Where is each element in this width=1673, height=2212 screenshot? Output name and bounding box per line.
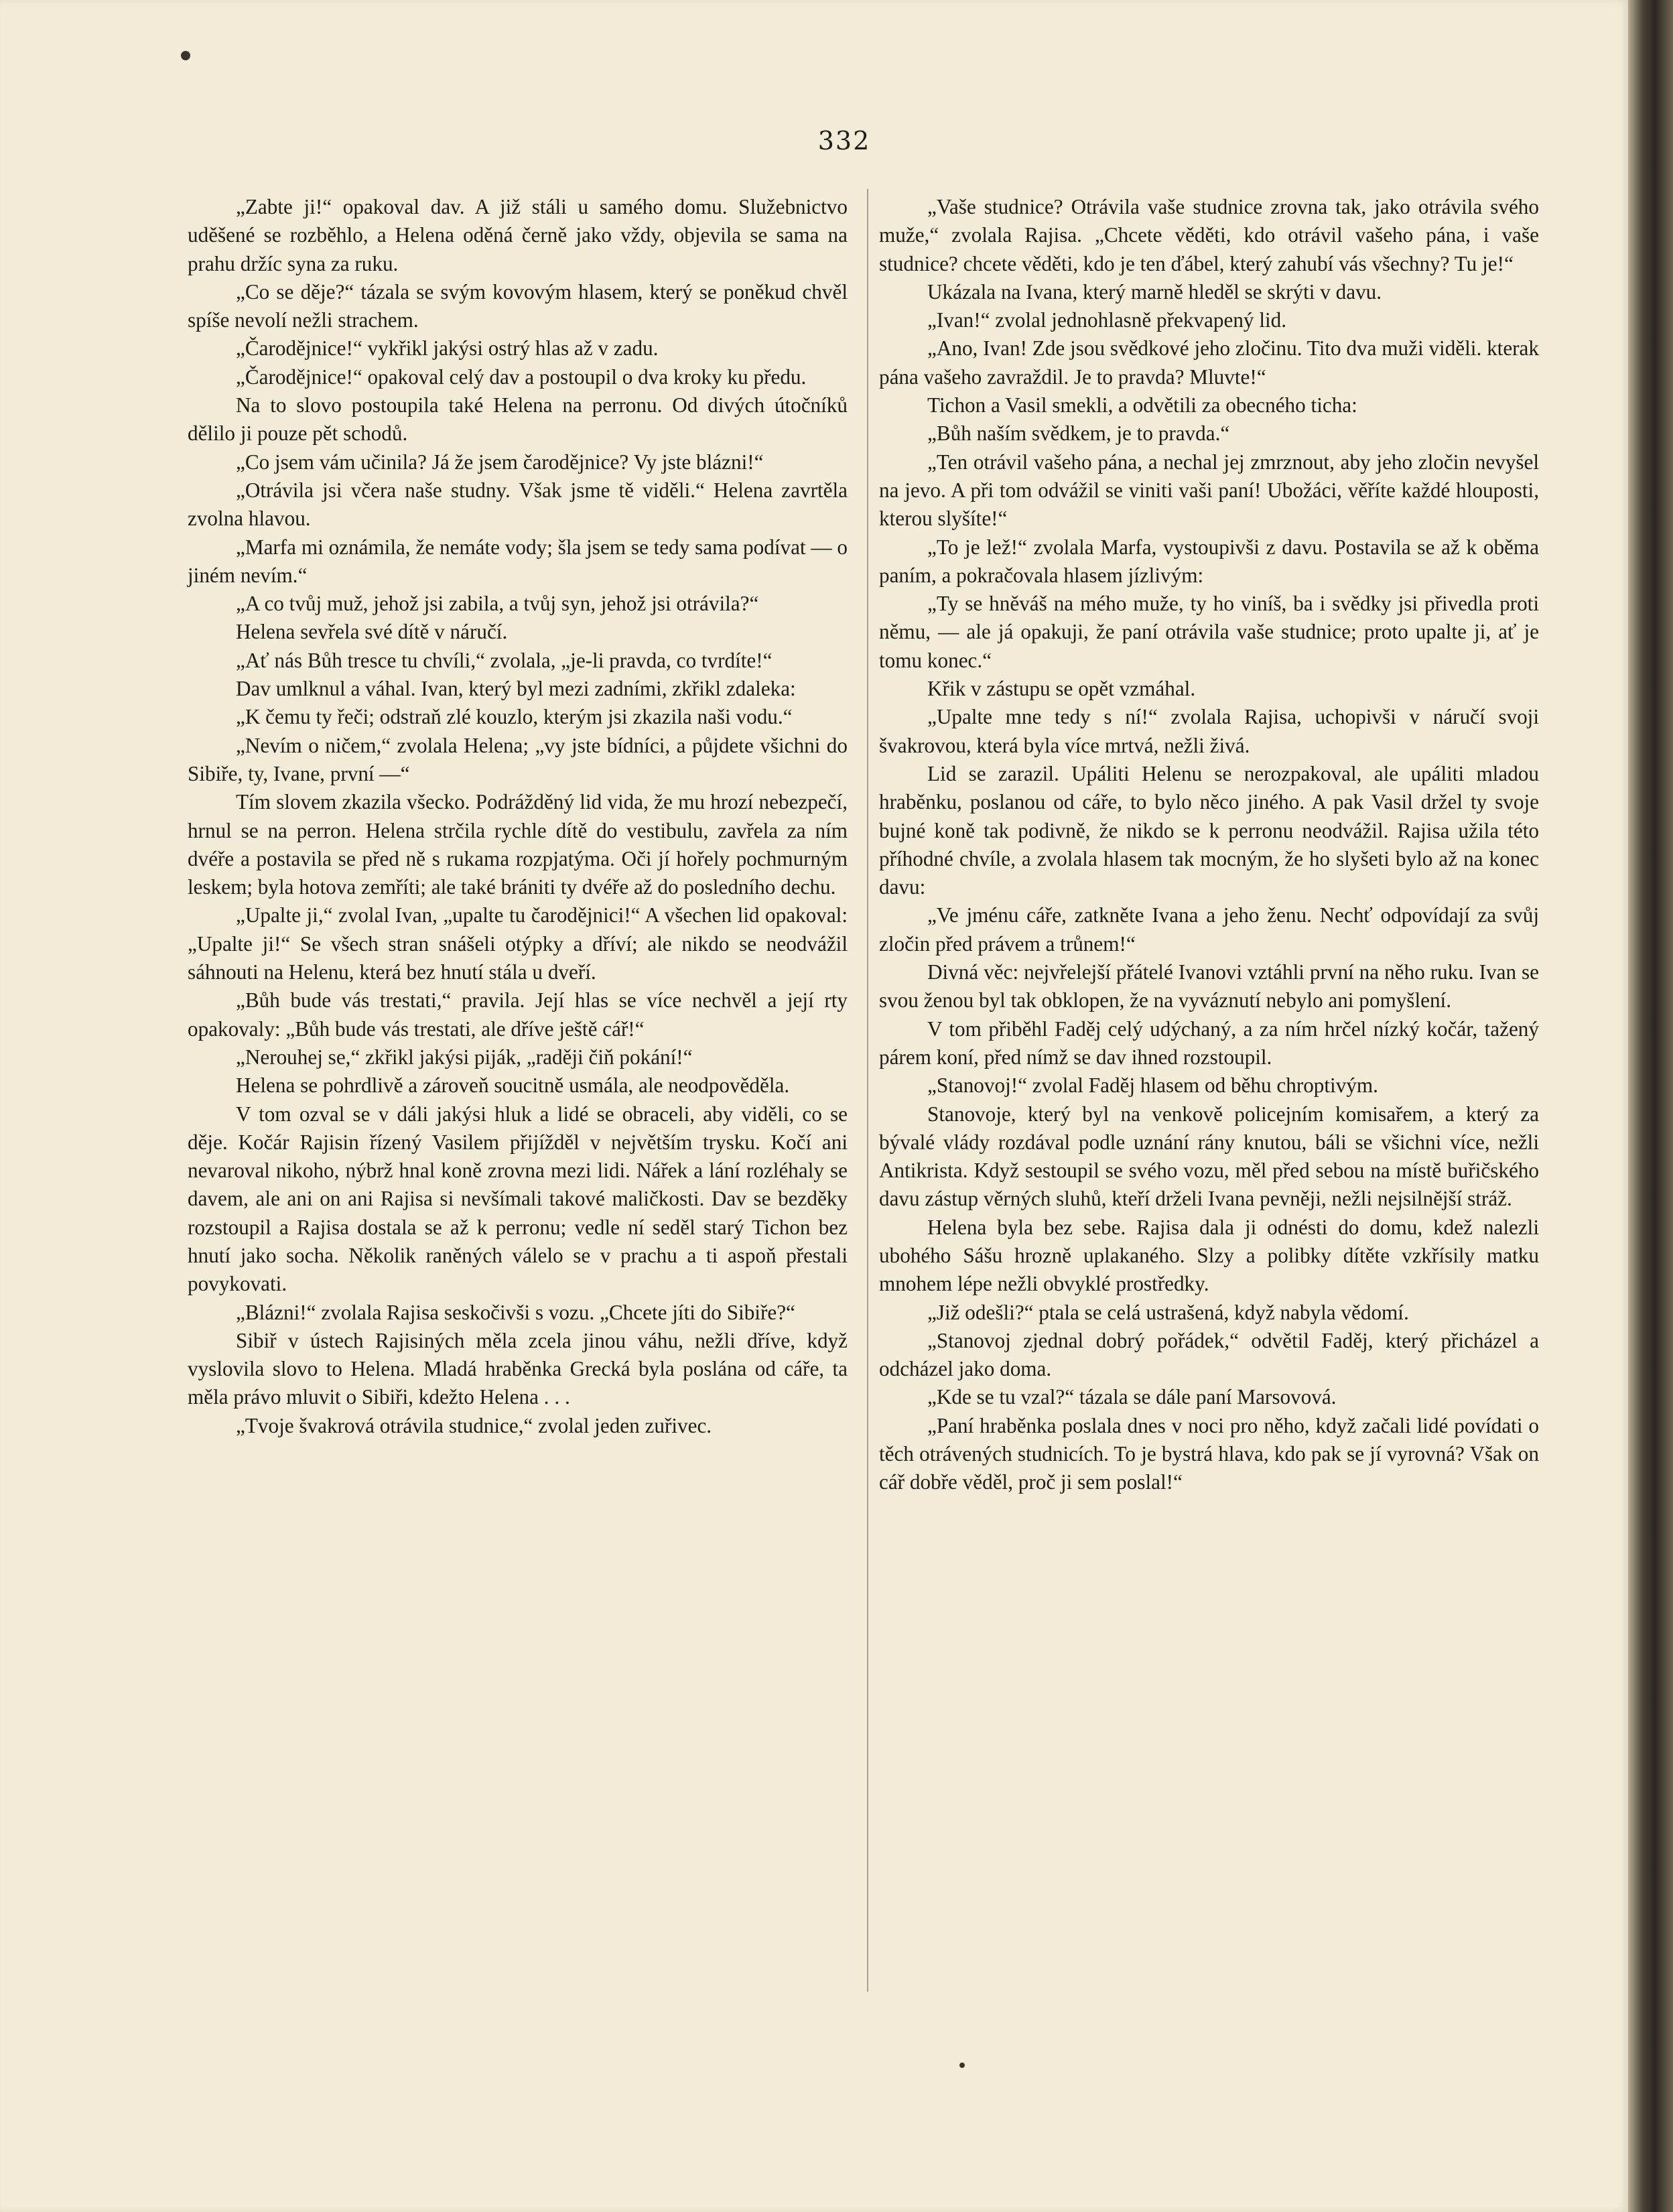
paragraph: „Co se děje?“ tázala se svým kovovým hlasem, který se poněkud chvěl spíše nevolí nežli strachem. [188, 279, 848, 332]
paragraph: „Kde se tu vzal?“ tázala se dále paní Marsovová. [927, 1385, 1337, 1409]
paragraph: V tom ozval se v dáli jakýsi hluk a lidé se obraceli, aby viděli, co se děje. Kočár Rajisin řízený Vasilem přijížděl v největším trysku. Kočí ani nevaroval nikoho, nýbrž hnal koně zrovna mezi lidi. Nářek a lání rozléhaly se davem, ale ani on ani Rajisa si nevšímali takové maličkosti. Dav se bezděky rozstoupil a Rajisa dostala se až k perronu; vedle ní seděl starý Tichon bez hnutí jako socha. Několik raněných válelo se v prachu a ti aspoň přestali povykovati. [188, 1102, 848, 1296]
paragraph: „Nevím o ničem,“ zvolala Helena; „vy jste bídníci, a půjdete všichni do Sibiře, ty, Ivane, první —“ [188, 733, 848, 785]
paragraph: Křik v zástupu se opět vzmáhal. [927, 677, 1196, 701]
paragraph: „K čemu ty řeči; odstraň zlé kouzlo, kterým jsi zkazila naši vodu.“ [236, 705, 793, 729]
paragraph: „Zabte ji!“ opakoval dav. A již stáli u samého domu. Služebnictvo uděšené se rozběhlo, a Helena oděná černě jako vždy, objevila se sama na prahu držíc syna za ruku. [188, 195, 848, 275]
ink-speck [959, 2063, 965, 2068]
paragraph: „Stanovoj zjednal dobrý pořádek,“ odvětil Faděj, který přicházel a odcházel jako doma. [879, 1328, 1539, 1381]
right-column [879, 193, 1539, 1497]
ink-speck [181, 51, 190, 60]
paragraph: V tom přiběhl Faděj celý udýchaný, a za ním hrčel nízký kočár, tažený párem koní, před nímž se dav ihned rozstoupil. [879, 1017, 1539, 1069]
paragraph: „Paní hraběnka poslala dnes v noci pro něho, když začali lidé povídati o těch otrávených studnicích. To je bystrá hlava, kdo pak se jí vyrovná? Však on cář dobře věděl, proč ji sem poslal!“ [879, 1413, 1539, 1494]
paragraph: „Stanovoj!“ zvolal Faděj hlasem od běhu chroptivým. [927, 1074, 1378, 1098]
paragraph: „Marfa mi oznámila, že nemáte vody; šla jsem se tedy sama podívat — o jiném nevím.“ [188, 535, 848, 587]
paragraph: „Ten otrávil vašeho pána, a nechal jej zmrznout, aby jeho zločin nevyšel na jevo. A při tom odvážil se viniti vaši paní! Ubožáci, věříte každé hlouposti, kterou slyšíte!“ [879, 450, 1539, 531]
paragraph: Helena sevřela své dítě v náručí. [236, 620, 508, 644]
paragraph: „Tvoje švakrová otrávila studnice,“ zvolal jeden zuřivec. [236, 1413, 712, 1437]
paragraph: „Ivan!“ zvolal jednohlasně překvapený lid. [927, 308, 1287, 332]
paragraph: „Otrávila jsi včera naše studny. Však jsme tě viděli.“ Helena zavrtěla zvolna hlavou. [188, 478, 848, 531]
paragraph: „Ve jménu cáře, zatkněte Ivana a jeho ženu. Nechť odpovídají za svůj zločin před právem a trůnem!“ [879, 903, 1539, 956]
paragraph: „Ty se hněváš na mého muže, ty ho viníš, ba i svědky jsi přivedla proti němu, — ale já opakuji, že paní otrávila vaše studnice; proto upalte ji, ať je tomu konec.“ [879, 592, 1539, 672]
paragraph: „Upalte ji,“ zvolal Ivan, „upalte tu čarodějnici!“ A všechen lid opakoval: „Upalte ji!“ Se všech stran snášeli otýpky a dříví; ale nikdo se neodvážil sáhnouti na Helenu, která bez hnutí stála u dveří. [188, 903, 848, 984]
left-column [188, 193, 848, 1440]
paragraph: „Čarodějnice!“ vykřikl jakýsi ostrý hlas až v zadu. [236, 336, 659, 361]
paragraph: „Upalte mne tedy s ní!“ zvolala Rajisa, uchopivši v náručí svoji švakrovou, která byla více mrtvá, nežli živá. [879, 705, 1539, 757]
page-number: 332 [817, 126, 871, 155]
paragraph: Tím slovem zkazila všecko. Podrážděný lid vida, že mu hrozí nebezpečí, hrnul se na perron. Helena strčila rychle dítě do vestibulu, zavřela za ním dvéře a postavila se před ně s rukama rozpjatýma. Oči jí hořely pochmurným leskem; byla hotova zemříti; ale také brániti ty dvéře až do posledního dechu. [188, 790, 848, 899]
paragraph: „Nerouhej se,“ zkřikl jakýsi piják, „raději čiň pokání!“ [236, 1045, 693, 1069]
paragraph: „Ano, Ivan! Zde jsou svědkové jeho zločinu. Tito dva muži viděli. kterak pána vašeho zavraždil. Je to pravda? Mluvte!“ [879, 336, 1539, 389]
paragraph: „Bůh naším svědkem, je to pravda.“ [927, 421, 1230, 446]
paragraph: „Ať nás Bůh tresce tu chvíli,“ zvolala, „je-li pravda, co tvrdíte!“ [236, 648, 773, 672]
paragraph: „Čarodějnice!“ opakoval celý dav a postoupil o dva kroky ku předu. [236, 365, 807, 389]
paragraph: „Co jsem vám učinila? Já že jsem čarodějnice? Vy jste blázni!“ [236, 450, 764, 474]
paragraph: Stanovoje, který byl na venkově policejním komisařem, a který za bývalé vlády rozdával podle uznání rány knutou, báli se všichni více, nežli Antikrista. Když sestoupil se svého vozu, měl před sebou na místě buřičského davu zástup věrných sluhů, kteří drželi Ivana pevněji, nežli nejsilnější stráž. [879, 1102, 1539, 1211]
paragraph: „Bůh bude vás trestati,“ pravila. Její hlas se více nechvěl a její rty opakovaly: „Bůh bude vás trestati, ale dříve ještě cář!“ [188, 988, 848, 1041]
paragraph: Helena se pohrdlivě a zároveň soucitně usmála, ale neodpověděla. [236, 1074, 790, 1098]
column-divider [867, 189, 868, 1992]
paragraph: Na to slovo postoupila také Helena na perronu. Od divých útočníků dělilo ji pouze pět schodů. [188, 393, 848, 446]
paragraph: „Vaše studnice? Otrávila vaše studnice zrovna tak, jako otrávila svého muže,“ zvolala Rajisa. „Chcete věděti, kdo otrávil vašeho pána, i vaše studnice? chcete věděti, kdo je ten ďábel, který zahubí vás všechny? Tu je!“ [879, 195, 1539, 275]
paragraph: Dav umlknul a váhal. Ivan, který byl mezi zadními, zkřikl zdaleka: [236, 677, 796, 701]
book-binding-edge [1628, 0, 1673, 2212]
paragraph: Lid se zarazil. Upáliti Helenu se nerozpakoval, ale upáliti mladou hraběnku, poslanou od cáře, to bylo něco jiného. A pak Vasil držel ty svoje bujné koně tak podivně, že nikdo se k perronu neodvážil. Rajisa užila této příhodné chvíle, a zvolala hlasem tak mocným, že ho slyšeti bylo až na konec davu: [879, 761, 1539, 899]
paragraph: „Blázni!“ zvolala Rajisa seskočivši s vozu. „Chcete jíti do Sibiře?“ [236, 1300, 795, 1324]
paragraph: Tichon a Vasil smekli, a odvětili za obecného ticha: [927, 393, 1357, 417]
paragraph: „To je lež!“ zvolala Marfa, vystoupivši z davu. Postavila se až k oběma paním, a pokračovala hlasem jízlivým: [879, 535, 1539, 587]
paragraph: Helena byla bez sebe. Rajisa dala ji odnésti do domu, kdež nalezli ubohého Sášu hrozně uplakaného. Slzy a polibky dítěte vzkřísily matku mnohem lépe nežli obvyklé prostředky. [879, 1215, 1539, 1296]
paragraph: Ukázala na Ivana, který marně hleděl se skrýti v davu. [927, 279, 1382, 304]
paragraph: Divná věc: nejvřelejší přátelé Ivanovi vztáhli první na něho ruku. Ivan se svou ženou byl tak obklopen, že na vyváznutí nebylo ani pomyšlení. [879, 960, 1539, 1013]
paragraph: Sibiř v ústech Rajisiných měla zcela jinou váhu, nežli dříve, když vyslovila slovo to Helena. Mladá hraběnka Grecká byla poslána od cáře, ta měla právo mluvit o Sibiři, kdežto Helena . . . [188, 1328, 848, 1409]
paragraph: „Již odešli?“ ptala se celá ustrašená, když nabyla vědomí. [927, 1300, 1409, 1324]
paragraph: „A co tvůj muž, jehož jsi zabila, a tvůj syn, jehož jsi otrávila?“ [236, 592, 759, 616]
